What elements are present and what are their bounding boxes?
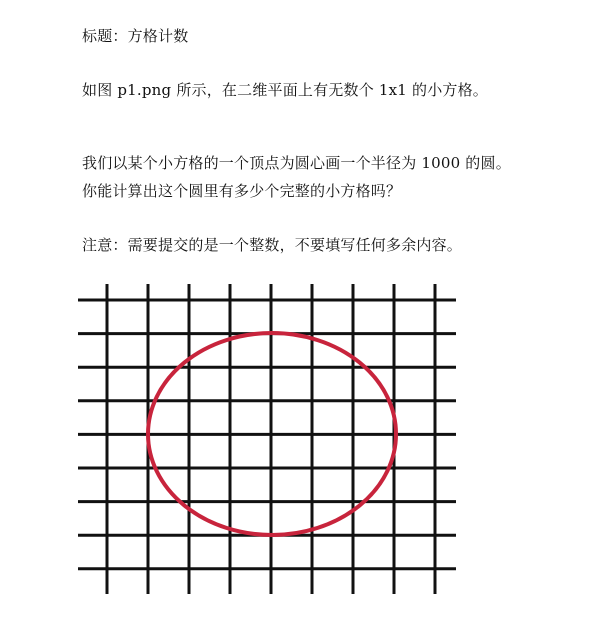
paragraph-1: 如图 p1.png 所示，在二维平面上有无数个 1x1 的小方格。 bbox=[82, 81, 488, 99]
paragraph-2-line-1: 我们以某个小方格的一个顶点为圆心画一个半径为 1000 的圆。 bbox=[82, 154, 511, 172]
grid-lines bbox=[78, 284, 456, 594]
paragraph-2-line-2: 你能计算出这个圆里有多少个完整的小方格吗？ bbox=[82, 182, 402, 200]
note-line: 注意：需要提交的是一个整数，不要填写任何多余内容。 bbox=[82, 236, 463, 254]
title-line: 标题：方格计数 bbox=[82, 27, 189, 45]
